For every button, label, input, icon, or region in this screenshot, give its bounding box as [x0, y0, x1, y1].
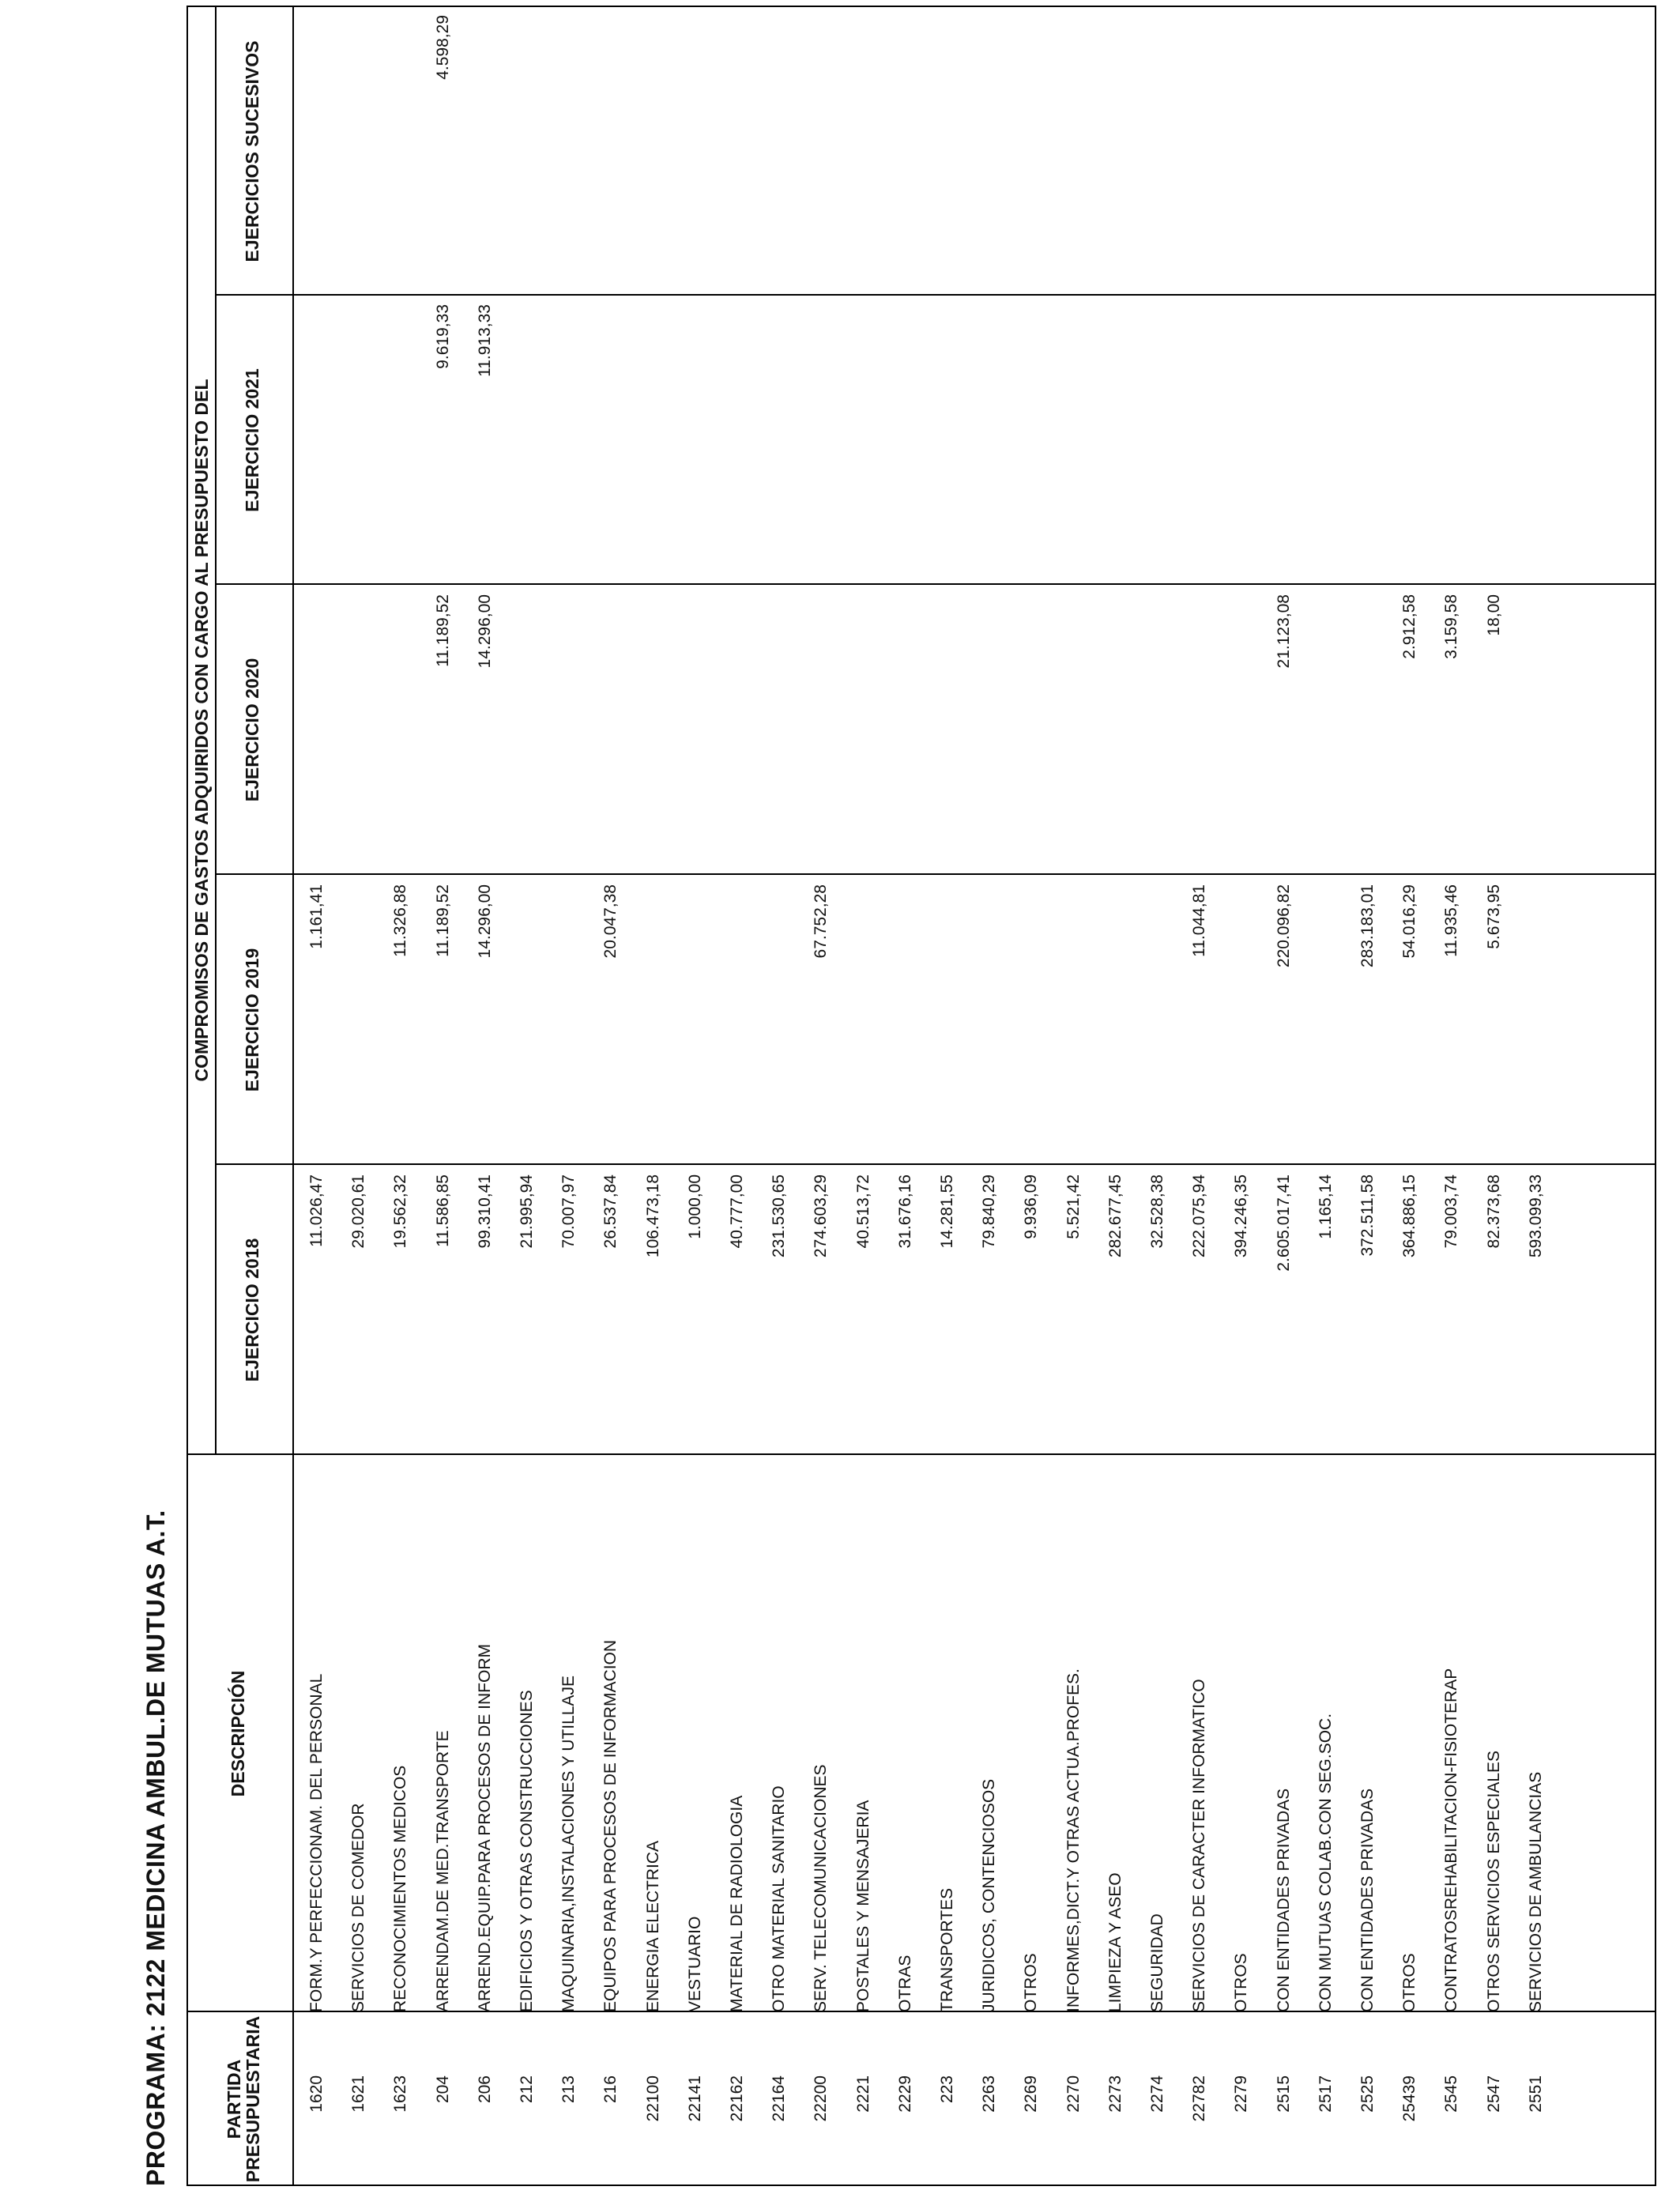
- table-row: [970, 6, 1009, 2186]
- cell-sucesivos: [1264, 15, 1304, 296]
- table-row: [424, 6, 463, 2186]
- cell-partida: 204: [433, 2075, 452, 2104]
- cell-ej2019: 11.935,46: [1442, 884, 1461, 957]
- cell-descripcion: POSTALES Y MENSAJERIA: [853, 1800, 872, 2012]
- budget-table: [186, 6, 1656, 2186]
- cell-ej2018: 31.676,16: [895, 1174, 914, 1249]
- cell-partida: 216: [601, 2075, 620, 2104]
- cell-descripcion: VESTUARIO: [685, 1916, 704, 2012]
- cell-ej2018: 222.075,94: [1190, 1174, 1209, 1258]
- cell-ej2021: [1475, 304, 1514, 585]
- cell-descripcion: OTRO MATERIAL SANITARIO: [770, 1785, 789, 2012]
- table-row: [381, 6, 420, 2186]
- cell-descripcion: CON ENTIDADES PRIVADAS: [1358, 1788, 1377, 2012]
- cell-ej2019: [549, 884, 589, 1165]
- cell-descripcion: SERVICIOS DE AMBULANCIAS: [1526, 1771, 1545, 2012]
- cell-ej2018: 99.310,41: [475, 1174, 494, 1249]
- cell-sucesivos: [297, 15, 337, 296]
- header-ej2021: EJERCICIO 2021: [242, 368, 262, 512]
- cell-ej2020: 21.123,08: [1274, 594, 1293, 669]
- cell-ej2021: [1096, 304, 1136, 585]
- header-compromisos: COMPROMISOS DE GASTOS ADQUIRIDOS CON CARGO AL PRESUPUESTO DEL: [191, 379, 212, 1082]
- cell-ej2021: 11.913,33: [475, 304, 494, 377]
- cell-ej2018: 40.777,00: [728, 1174, 746, 1249]
- cell-descripcion: EQUIPOS PARA PROCESOS DE INFORMACION: [601, 1639, 620, 2012]
- cell-ej2020: [718, 594, 757, 875]
- cell-ej2020: [801, 594, 841, 875]
- cell-descripcion: OTRAS: [895, 1955, 914, 2012]
- table-row: [507, 6, 547, 2186]
- cell-sucesivos: [801, 15, 841, 296]
- cell-ej2021: [339, 304, 379, 585]
- cell-partida: 2515: [1274, 2075, 1293, 2113]
- cell-descripcion: OTROS: [1022, 1953, 1041, 2012]
- cell-ej2019: [507, 884, 547, 1165]
- cell-ej2018: 11.026,47: [307, 1174, 326, 1247]
- cell-partida: 2263: [980, 2075, 999, 2113]
- cell-ej2020: [549, 594, 589, 875]
- table-row: [1306, 6, 1346, 2186]
- cell-ej2019: 67.752,28: [812, 884, 831, 959]
- cell-partida: 2229: [895, 2075, 914, 2113]
- table-row: [1011, 6, 1051, 2186]
- header-ej2018: EJERCICIO 2018: [242, 1238, 262, 1382]
- cell-ej2021: [1306, 304, 1346, 585]
- cell-ej2019: 1.161,41: [307, 884, 326, 949]
- cell-ej2018: 231.530,65: [770, 1174, 789, 1258]
- cell-descripcion: JURIDICOS, CONTENCIOSOS: [980, 1778, 999, 2012]
- table-row: [844, 6, 883, 2186]
- cell-sucesivos: [886, 15, 925, 296]
- cell-ej2021: [1138, 304, 1177, 585]
- header-partida-line2: PRESUPUESTARIA: [243, 2015, 263, 2183]
- cell-sucesivos: [1390, 15, 1430, 296]
- table-row: [759, 6, 799, 2186]
- cell-sucesivos: [507, 15, 547, 296]
- cell-ej2018: 21.995,94: [518, 1174, 536, 1249]
- cell-ej2021: [718, 304, 757, 585]
- table-row: [1096, 6, 1136, 2186]
- cell-ej2021: [507, 304, 547, 585]
- cell-descripcion: TRANSPORTES: [938, 1887, 956, 2012]
- cell-ej2019: [1054, 884, 1094, 1165]
- table-row: [591, 6, 631, 2186]
- cell-sucesivos: [718, 15, 757, 296]
- cell-ej2020: [297, 594, 337, 875]
- cell-ej2019: 11.326,88: [391, 884, 410, 957]
- cell-sucesivos: [381, 15, 420, 296]
- cell-sucesivos: [1138, 15, 1177, 296]
- cell-ej2021: [1180, 304, 1219, 585]
- cell-partida: 223: [938, 2075, 956, 2104]
- cell-partida: 22100: [643, 2075, 662, 2122]
- cell-partida: 2274: [1148, 2075, 1166, 2113]
- table-row: [1516, 6, 1556, 2186]
- cell-partida: 22782: [1190, 2075, 1209, 2122]
- cell-ej2021: [1264, 304, 1304, 585]
- cell-ej2019: 283.183,01: [1358, 884, 1377, 968]
- cell-partida: 1620: [307, 2075, 326, 2113]
- compromisos-separator: [215, 6, 217, 1455]
- cell-ej2021: [1516, 304, 1556, 585]
- cell-ej2020: [1054, 594, 1094, 875]
- cell-sucesivos: [1096, 15, 1136, 296]
- cell-ej2021: [1011, 304, 1051, 585]
- cell-ej2018: 394.246,35: [1232, 1174, 1251, 1258]
- page-title: PROGRAMA: 2122 MEDICINA AMBUL.DE MUTUAS A.T.: [141, 1510, 170, 2186]
- cell-ej2021: [886, 304, 925, 585]
- cell-descripcion: CONTRATOSREHABILITACION-FISIOTERAP: [1442, 1668, 1461, 2012]
- cell-ej2021: [549, 304, 589, 585]
- cell-ej2018: 274.603,29: [812, 1174, 831, 1258]
- table-row: [339, 6, 379, 2186]
- cell-sucesivos: [759, 15, 799, 296]
- table-row: [634, 6, 673, 2186]
- cell-ej2021: [591, 304, 631, 585]
- cell-sucesivos: 4.598,29: [433, 15, 452, 80]
- table-row: [1138, 6, 1177, 2186]
- cell-partida: 22164: [770, 2075, 789, 2122]
- cell-ej2018: 14.281,55: [938, 1174, 956, 1249]
- cell-sucesivos: [1432, 15, 1471, 296]
- table-row: [676, 6, 715, 2186]
- cell-ej2020: 18,00: [1484, 594, 1503, 636]
- cell-sucesivos: [1475, 15, 1514, 296]
- cell-ej2018: 1.165,14: [1316, 1174, 1335, 1239]
- cell-ej2018: 11.586,85: [433, 1174, 452, 1247]
- cell-ej2020: [928, 594, 967, 875]
- cell-ej2019: [759, 884, 799, 1165]
- cell-ej2020: [1348, 594, 1388, 875]
- cell-ej2019: [1222, 884, 1261, 1165]
- cell-ej2021: [1054, 304, 1094, 585]
- cell-sucesivos: [844, 15, 883, 296]
- cell-ej2018: 364.886,15: [1400, 1174, 1419, 1258]
- cell-ej2020: [676, 594, 715, 875]
- cell-descripcion: OTROS: [1400, 1953, 1419, 2012]
- table-row: [297, 6, 337, 2186]
- cell-ej2021: [801, 304, 841, 585]
- cell-partida: 2545: [1442, 2075, 1461, 2113]
- cell-partida: 2269: [1022, 2075, 1041, 2113]
- cell-ej2018: 26.537,84: [601, 1174, 620, 1249]
- table-row: [718, 6, 757, 2186]
- cell-partida: 2547: [1484, 2075, 1503, 2113]
- table-row: [1475, 6, 1514, 2186]
- cell-ej2019: 14.296,00: [475, 884, 494, 959]
- cell-partida: 2279: [1232, 2075, 1251, 2113]
- cell-ej2019: [718, 884, 757, 1165]
- cell-ej2021: [1348, 304, 1388, 585]
- cell-ej2019: [1306, 884, 1346, 1165]
- cell-descripcion: SERVICIOS DE CARACTER INFORMATICO: [1190, 1679, 1209, 2012]
- cell-ej2019: 11.044,81: [1190, 884, 1209, 957]
- cell-partida: 2221: [853, 2075, 872, 2113]
- cell-descripcion: FORM.Y PERFECCIONAM. DEL PERSONAL: [307, 1673, 326, 2012]
- header-partida-line1: PARTIDA: [224, 2059, 244, 2139]
- table-row: [1432, 6, 1471, 2186]
- cell-partida: 1621: [349, 2075, 368, 2113]
- cell-sucesivos: [634, 15, 673, 296]
- cell-ej2020: [1096, 594, 1136, 875]
- header-separator: [292, 6, 294, 2186]
- cell-descripcion: OTROS SERVICIOS ESPECIALES: [1484, 1750, 1503, 2012]
- table-row: [549, 6, 589, 2186]
- cell-ej2018: 1.000,00: [685, 1174, 704, 1239]
- cell-partida: 22141: [685, 2075, 704, 2122]
- cell-ej2018: 372.511,58: [1358, 1174, 1377, 1257]
- cell-sucesivos: [549, 15, 589, 296]
- cell-ej2019: [634, 884, 673, 1165]
- cell-sucesivos: [1222, 15, 1261, 296]
- cell-ej2020: [591, 594, 631, 875]
- cell-ej2018: 106.473,18: [643, 1174, 662, 1258]
- cell-ej2019: [1096, 884, 1136, 1165]
- cell-ej2018: 5.521,42: [1064, 1174, 1083, 1239]
- table-border-bottom: [1655, 6, 1656, 2186]
- cell-descripcion: SEGURIDAD: [1148, 1913, 1166, 2012]
- cell-ej2020: [886, 594, 925, 875]
- table-row: [1180, 6, 1219, 2186]
- table-row: [801, 6, 841, 2186]
- cell-sucesivos: [1348, 15, 1388, 296]
- header-partida: [224, 2012, 262, 2186]
- cell-descripcion: RECONOCIMIENTOS MEDICOS: [391, 1765, 410, 2012]
- cell-ej2020: [1222, 594, 1261, 875]
- cell-ej2018: 40.513,72: [853, 1174, 872, 1249]
- cell-ej2021: [634, 304, 673, 585]
- cell-sucesivos: [1054, 15, 1094, 296]
- cell-sucesivos: [928, 15, 967, 296]
- cell-descripcion: CON MUTUAS COLAB.CON SEG.SOC.: [1316, 1713, 1335, 2012]
- cell-descripcion: MAQUINARIA,INSTALACIONES Y UTILLAJE: [559, 1676, 578, 2012]
- cell-partida: 22200: [812, 2075, 831, 2122]
- cell-ej2020: 2.912,58: [1400, 594, 1419, 659]
- cell-ej2019: 54.016,29: [1400, 884, 1419, 959]
- cell-partida: 2273: [1106, 2075, 1124, 2113]
- cell-ej2021: [928, 304, 967, 585]
- cell-ej2020: [1138, 594, 1177, 875]
- cell-sucesivos: [1306, 15, 1346, 296]
- cell-ej2020: [970, 594, 1009, 875]
- cell-ej2020: [1011, 594, 1051, 875]
- cell-ej2021: [1432, 304, 1471, 585]
- cell-ej2019: 20.047,38: [601, 884, 620, 959]
- cell-partida: 25439: [1400, 2075, 1419, 2122]
- cell-ej2019: 220.096,82: [1274, 884, 1293, 968]
- cell-ej2020: [634, 594, 673, 875]
- cell-partida: 2517: [1316, 2075, 1335, 2113]
- table-row: [465, 6, 505, 2186]
- table-row: [1222, 6, 1261, 2186]
- cell-partida: 212: [518, 2075, 536, 2104]
- cell-ej2020: [1180, 594, 1219, 875]
- cell-descripcion: ENERGIA ELECTRICA: [643, 1840, 662, 2012]
- cell-ej2018: 32.528,38: [1148, 1174, 1166, 1249]
- cell-ej2018: 82.373,68: [1484, 1174, 1503, 1249]
- cell-ej2020: [1306, 594, 1346, 875]
- cell-ej2019: [928, 884, 967, 1165]
- table-row: [886, 6, 925, 2186]
- cell-ej2021: [1222, 304, 1261, 585]
- cell-descripcion: SERVICIOS DE COMEDOR: [349, 1803, 368, 2012]
- cell-ej2019: [844, 884, 883, 1165]
- cell-sucesivos: [465, 15, 505, 296]
- cell-ej2018: 79.840,29: [980, 1174, 999, 1249]
- cell-ej2019: [970, 884, 1009, 1165]
- cell-descripcion: LIMPIEZA Y ASEO: [1106, 1872, 1124, 2012]
- cell-partida: 2551: [1526, 2075, 1545, 2113]
- cell-descripcion: SERV. TELECOMUNICACIONES: [812, 1764, 831, 2012]
- cell-ej2019: [1516, 884, 1556, 1165]
- cell-sucesivos: [339, 15, 379, 296]
- cell-ej2020: [844, 594, 883, 875]
- cell-descripcion: CON ENTIDADES PRIVADAS: [1274, 1788, 1293, 2012]
- cell-ej2020: [381, 594, 420, 875]
- table-row: [1054, 6, 1094, 2186]
- cell-descripcion: OTROS: [1232, 1953, 1251, 2012]
- cell-ej2018: 19.562,32: [391, 1174, 410, 1249]
- cell-ej2020: [1516, 594, 1556, 875]
- cell-ej2020: [759, 594, 799, 875]
- cell-partida: 213: [559, 2075, 578, 2104]
- cell-ej2018: 9.936,09: [1022, 1174, 1041, 1239]
- cell-ej2018: 70.007,97: [559, 1174, 578, 1249]
- cell-ej2020: 11.189,52: [433, 594, 452, 667]
- cell-sucesivos: [676, 15, 715, 296]
- cell-ej2021: [381, 304, 420, 585]
- cell-ej2018: 593.099,33: [1526, 1174, 1545, 1258]
- cell-descripcion: EDIFICIOS Y OTRAS CONSTRUCCIONES: [518, 1690, 536, 2012]
- cell-ej2021: [676, 304, 715, 585]
- cell-descripcion: INFORMES,DICT.Y OTRAS ACTUA.PROFES.: [1064, 1668, 1083, 2012]
- cell-ej2021: [970, 304, 1009, 585]
- header-ej2019: EJERCICIO 2019: [242, 948, 262, 1092]
- cell-ej2019: [676, 884, 715, 1165]
- cell-sucesivos: [1180, 15, 1219, 296]
- cell-ej2019: [1011, 884, 1051, 1165]
- cell-ej2019: [1138, 884, 1177, 1165]
- cell-ej2021: [844, 304, 883, 585]
- cell-sucesivos: [1516, 15, 1556, 296]
- cell-sucesivos: [1011, 15, 1051, 296]
- cell-ej2019: [339, 884, 379, 1165]
- cell-descripcion: ARRENDAM.DE MED.TRANSPORTE: [433, 1730, 452, 2012]
- header-sucesivos: EJERCICIOS SUCESIVOS: [242, 40, 262, 262]
- cell-ej2020: [507, 594, 547, 875]
- table-row: [1390, 6, 1430, 2186]
- cell-partida: 2270: [1064, 2075, 1083, 2113]
- cell-partida: 1623: [391, 2075, 410, 2113]
- cell-ej2018: 2.605.017,41: [1274, 1174, 1293, 1272]
- cell-ej2020: 14.296,00: [475, 594, 494, 669]
- table-row: [1264, 6, 1304, 2186]
- table-row: [1348, 6, 1388, 2186]
- cell-ej2018: 29.020,61: [349, 1174, 368, 1249]
- table-border-top: [186, 6, 188, 2186]
- cell-sucesivos: [591, 15, 631, 296]
- cell-ej2021: [1390, 304, 1430, 585]
- cell-ej2021: [297, 304, 337, 585]
- cell-descripcion: ARREND.EQUIP.PARA PROCESOS DE INFORM: [475, 1644, 494, 2012]
- cell-ej2020: [339, 594, 379, 875]
- cell-ej2020: 3.159,58: [1442, 594, 1461, 659]
- cell-ej2019: 11.189,52: [433, 884, 452, 957]
- cell-ej2018: 79.003,74: [1442, 1174, 1461, 1249]
- cell-sucesivos: [970, 15, 1009, 296]
- cell-ej2018: 282.677,45: [1106, 1174, 1124, 1258]
- cell-partida: 206: [475, 2075, 494, 2104]
- cell-ej2021: 9.619,33: [433, 304, 452, 369]
- cell-descripcion: MATERIAL DE RADIOLOGIA: [728, 1795, 746, 2012]
- header-descripcion: DESCRIPCIÓN: [228, 1670, 248, 1797]
- cell-ej2019: [886, 884, 925, 1165]
- table-row: [928, 6, 967, 2186]
- cell-ej2019: 5.673,95: [1484, 884, 1503, 949]
- cell-partida: 22162: [728, 2075, 746, 2122]
- cell-partida: 2525: [1358, 2075, 1377, 2113]
- header-ej2020: EJERCICIO 2020: [242, 658, 262, 802]
- cell-ej2021: [759, 304, 799, 585]
